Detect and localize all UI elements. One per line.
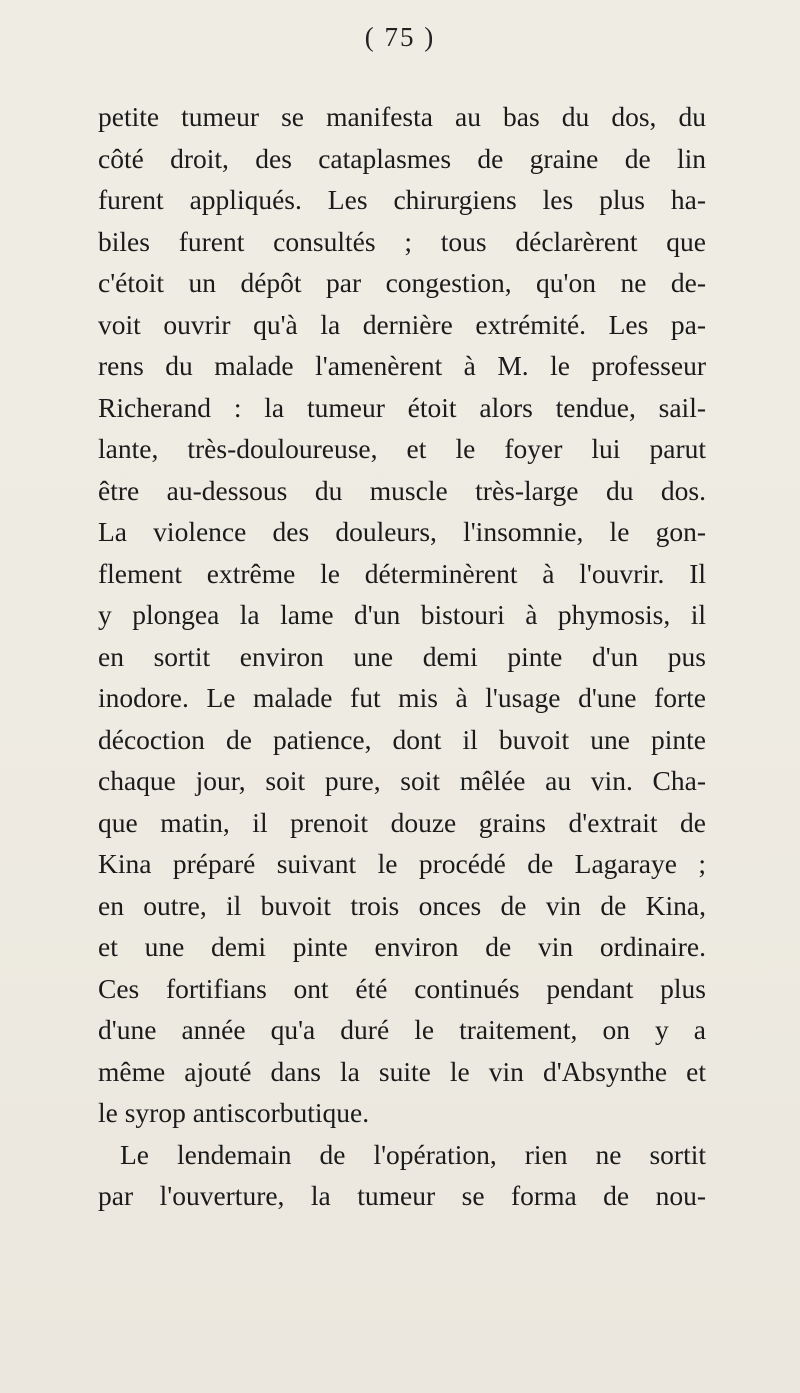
text-line: d'une année qu'a duré le traitement, on y a (98, 1014, 706, 1045)
text-line: rens du malade l'amenèrent à M. le professeur (98, 350, 706, 381)
text-line: y plongea la lame d'un bistouri à phymosis, il (98, 599, 706, 630)
text-line: furent appliqués. Les chirurgiens les plus ha- (98, 184, 706, 215)
text-line: côté droit, des cataplasmes de graine de lin (98, 142, 706, 174)
text-line: inodore. Le malade fut mis à l'usage d'une forte (98, 682, 706, 713)
body-text (98, 96, 706, 1217)
text-line: en sortit environ une demi pinte d'un pus (98, 640, 706, 672)
text-line: biles furent consultés ; tous déclarèrent que (98, 225, 706, 257)
text-line: en outre, il buvoit trois onces de vin de Kina, (98, 889, 706, 921)
text-line: chaque jour, soit pure, soit mêlée au vin. Cha- (98, 765, 706, 796)
text-line: flement extrême le déterminèrent à l'ouvrir. Il (98, 557, 706, 589)
text-line: Ces fortifians ont été continués pendant plus (98, 972, 706, 1004)
text-line: que matin, il prenoit douze grains d'extrait de (98, 806, 706, 838)
text-line: même ajouté dans la suite le vin d'Absynthe et (98, 1055, 706, 1087)
text-line: par l'ouverture, la tumeur se forma de nou- (98, 1180, 706, 1211)
text-line: petite tumeur se manifesta au bas du dos, du (98, 101, 706, 132)
page-number: ( 75 ) (364, 22, 436, 52)
text-line: et une demi pinte environ de vin ordinaire. (98, 931, 706, 962)
text-line: le syrop antiscorbutique. (98, 1097, 370, 1128)
text-line: être au-dessous du muscle très-large du dos. (98, 474, 706, 506)
text-line: Kina préparé suivant le procédé de Lagaraye ; (98, 848, 706, 879)
text-line: La violence des douleurs, l'insomnie, le gon- (98, 516, 706, 547)
text-line: lante, très-douloureuse, et le foyer lui parut (98, 433, 706, 464)
text-line: Richerand : la tumeur étoit alors tendue, sail- (98, 391, 706, 423)
text-line: Le lendemain de l'opération, rien ne sortit (120, 1138, 706, 1170)
text-line: décoction de patience, dont il buvoit une pinte (98, 723, 706, 755)
text-line: voit ouvrir qu'à la dernière extrémité. Les pa- (98, 308, 706, 340)
text-line: c'étoit un dépôt par congestion, qu'on ne de- (98, 267, 706, 298)
